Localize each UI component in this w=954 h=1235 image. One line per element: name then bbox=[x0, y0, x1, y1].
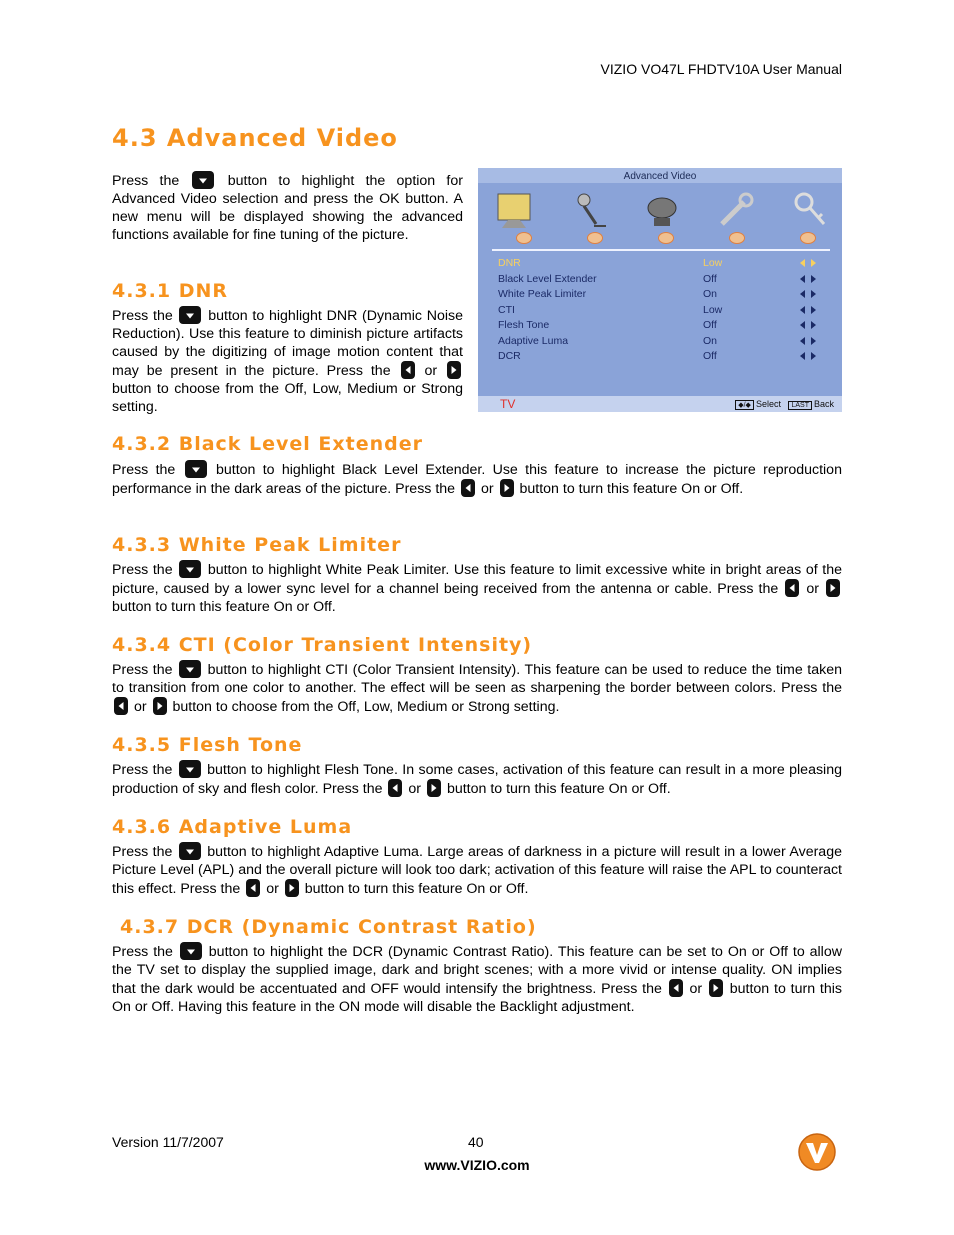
body-text: button to highlight White Peak Limiter. Use this feature to limit excessive white in bright areas of the picture, caused by a lower sync level for a channel being received from the antenna or cable. Press the bbox=[112, 562, 842, 597]
subsection-title-dcr: 4.3.7 DCR (Dynamic Contrast Ratio) bbox=[120, 916, 537, 938]
setup-wrench-icon bbox=[714, 188, 758, 232]
osd-row-value: Low bbox=[703, 257, 723, 269]
right-button-icon bbox=[709, 979, 723, 997]
body-text: Press the bbox=[112, 562, 173, 578]
osd-row-value: Off bbox=[703, 319, 717, 331]
tab-indicator bbox=[658, 232, 674, 244]
picture-icon bbox=[492, 188, 536, 232]
left-button-icon bbox=[388, 779, 402, 797]
tab-indicator bbox=[516, 232, 532, 244]
left-button-icon bbox=[114, 697, 128, 715]
osd-row-label: DCR bbox=[498, 350, 521, 362]
left-button-icon bbox=[461, 479, 475, 497]
intro-text-b: button to highlight the option for Advanced Video selection and press the OK button. A new menu will be displayed showing the advanced functions available for fine tuning of the picture. bbox=[112, 173, 463, 243]
left-right-arrows-icon bbox=[802, 337, 814, 345]
down-button-icon bbox=[179, 306, 201, 324]
subsection-body-flesh-tone bbox=[112, 760, 842, 798]
body-text: button to highlight Black Level Extender. Use this feature to increase the picture reproduction performance in the dark areas of the picture. Press the bbox=[112, 462, 842, 497]
down-button-icon bbox=[179, 560, 201, 578]
subsection-body-adaptive-luma bbox=[112, 842, 842, 898]
subsection-body-black-level-extender bbox=[112, 460, 842, 498]
body-text: button to highlight Flesh Tone. In some cases, activation of this feature can result in a more pleasing production of sky and flesh color. Press the bbox=[112, 762, 842, 797]
body-text: or bbox=[266, 881, 279, 897]
osd-row-black-level-extender[interactable] bbox=[498, 273, 828, 287]
osd-row-label: CTI bbox=[498, 304, 515, 316]
body-text: or bbox=[424, 363, 438, 379]
osd-row-label: White Peak Limiter bbox=[498, 288, 587, 300]
navigation-keys-icon: ◆/◆ bbox=[735, 400, 754, 410]
osd-source-label: TV bbox=[500, 397, 516, 411]
left-button-icon bbox=[669, 979, 683, 997]
body-text: or bbox=[480, 481, 494, 497]
down-button-icon bbox=[179, 660, 201, 678]
body-text: or bbox=[689, 981, 703, 997]
body-text: button to highlight CTI (Color Transient Intensity). This feature can be used to reduce the time taken to transition from one color to another. The effect will be seen as sharpening the border between colors. Press the bbox=[112, 662, 842, 696]
body-text: button to choose from the Off, Low, Medium or Strong setting. bbox=[172, 699, 560, 715]
osd-hint-back: Back bbox=[813, 399, 834, 409]
osd-row-white-peak-limiter[interactable] bbox=[498, 288, 828, 302]
osd-row-flesh-tone[interactable] bbox=[498, 319, 828, 333]
section-intro bbox=[112, 171, 463, 244]
body-text: Press the bbox=[112, 662, 173, 678]
tv-tuner-icon bbox=[640, 188, 684, 232]
manual-title: VIZIO VO47L FHDTV10A User Manual bbox=[600, 61, 842, 77]
body-text: Press the bbox=[112, 944, 173, 960]
osd-row-label: Adaptive Luma bbox=[498, 335, 569, 347]
subsection-body-cti bbox=[112, 660, 842, 716]
osd-row-label: Black Level Extender bbox=[498, 273, 597, 285]
down-button-icon bbox=[192, 171, 214, 189]
body-text: Press the bbox=[112, 844, 173, 860]
body-text: button to choose from the Off, Low, Medium or Strong setting. bbox=[112, 381, 463, 415]
left-button-icon bbox=[246, 879, 260, 897]
body-text: or bbox=[806, 581, 819, 597]
left-right-arrows-icon bbox=[802, 321, 814, 329]
body-text: button to turn this On or Off. Having this feature in the ON mode will disable the Backlight adjustment. bbox=[112, 981, 842, 1015]
right-button-icon bbox=[153, 697, 167, 715]
footer-version: Version 11/7/2007 bbox=[112, 1134, 224, 1150]
intro-text-a: Press the bbox=[112, 173, 180, 189]
body-text: button to highlight Adaptive Luma. Large areas of darkness in a picture will result in a lower Average Picture Level (APL) and the overall picture will look too dark; activation of this feature will raise the APL to counteract this effect. Press the bbox=[112, 844, 842, 897]
down-button-icon bbox=[180, 942, 202, 960]
body-text: or bbox=[408, 781, 422, 797]
osd-icon-strip bbox=[492, 188, 832, 238]
osd-row-value: Off bbox=[703, 273, 717, 285]
right-button-icon bbox=[285, 879, 299, 897]
left-button-icon bbox=[785, 579, 799, 597]
left-right-arrows-icon bbox=[802, 275, 814, 283]
body-text: button to turn this feature On or Off. bbox=[112, 599, 336, 615]
body-text: or bbox=[133, 699, 147, 715]
osd-row-value: On bbox=[703, 288, 718, 300]
body-text: button to turn this feature On or Off. bbox=[519, 481, 744, 497]
body-text: Press the bbox=[112, 762, 173, 778]
osd-row-value: On bbox=[703, 335, 718, 347]
parental-key-icon bbox=[788, 188, 832, 232]
tab-indicator bbox=[587, 232, 603, 244]
osd-row-cti[interactable] bbox=[498, 304, 828, 318]
down-button-icon bbox=[179, 760, 201, 778]
osd-row-value: Low bbox=[703, 304, 723, 316]
osd-hints bbox=[735, 399, 834, 410]
subsection-title-adaptive-luma: 4.3.6 Adaptive Luma bbox=[112, 816, 353, 838]
osd-row-value: Off bbox=[703, 350, 717, 362]
right-button-icon bbox=[427, 779, 441, 797]
left-right-arrows-icon bbox=[802, 259, 814, 267]
subsection-title-black-level-extender: 4.3.2 Black Level Extender bbox=[112, 433, 424, 455]
subsection-body-white-peak-limiter bbox=[112, 560, 842, 616]
vizio-logo-icon bbox=[797, 1133, 837, 1171]
osd-row-label: DNR bbox=[498, 257, 521, 269]
subsection-body-dcr bbox=[112, 942, 842, 1016]
subsection-title-dnr: 4.3.1 DNR bbox=[112, 280, 229, 302]
right-button-icon bbox=[447, 361, 461, 379]
osd-row-dnr[interactable] bbox=[498, 257, 828, 271]
left-right-arrows-icon bbox=[802, 352, 814, 360]
down-button-icon bbox=[185, 460, 207, 478]
tab-indicator bbox=[800, 232, 816, 244]
osd-title: Advanced Video bbox=[623, 171, 697, 182]
subsection-title-cti: 4.3.4 CTI (Color Transient Intensity) bbox=[112, 634, 533, 656]
right-button-icon bbox=[826, 579, 840, 597]
audio-icon bbox=[566, 188, 610, 232]
osd-hint-select: Select bbox=[755, 399, 781, 409]
body-text: button to highlight the DCR (Dynamic Contrast Ratio). This feature can be set to On or Off to allow the TV set to display the supplied image, dark and bright scenes; with a more vivid or intense quality. ON implies that the dark would be accentuated and OFF would intensify the brightness. Press the bbox=[112, 944, 842, 997]
left-right-arrows-icon bbox=[802, 306, 814, 314]
body-text: Press the bbox=[112, 462, 176, 478]
left-button-icon bbox=[401, 361, 415, 379]
osd-row-adaptive-luma[interactable] bbox=[498, 335, 828, 349]
page-number: 40 bbox=[468, 1134, 484, 1150]
body-text: button to turn this feature On or Off. bbox=[446, 781, 671, 797]
subsection-body-dnr bbox=[112, 306, 463, 416]
osd-divider bbox=[492, 249, 830, 251]
right-button-icon bbox=[500, 479, 514, 497]
subsection-title-flesh-tone: 4.3.5 Flesh Tone bbox=[112, 734, 303, 756]
last-key-icon: LAST bbox=[788, 401, 812, 410]
osd-row-dcr[interactable] bbox=[498, 350, 828, 364]
footer-url: www.VIZIO.com bbox=[424, 1157, 530, 1173]
left-right-arrows-icon bbox=[802, 290, 814, 298]
advanced-video-menu-screenshot bbox=[478, 168, 842, 412]
osd-row-label: Flesh Tone bbox=[498, 319, 550, 331]
section-title: 4.3 Advanced Video bbox=[112, 124, 398, 152]
subsection-title-white-peak-limiter: 4.3.3 White Peak Limiter bbox=[112, 534, 402, 556]
body-text: button to highlight DNR (Dynamic Noise Reduction). Use this feature to diminish picture artifacts caused by the digitizing of image motion content that may be present in the picture. Press the bbox=[112, 308, 463, 379]
tab-indicator bbox=[729, 232, 745, 244]
down-button-icon bbox=[179, 842, 201, 860]
osd-tab-indicators bbox=[516, 232, 816, 244]
body-text: Press the bbox=[112, 308, 173, 324]
body-text: button to turn this feature On or Off. bbox=[304, 881, 529, 897]
